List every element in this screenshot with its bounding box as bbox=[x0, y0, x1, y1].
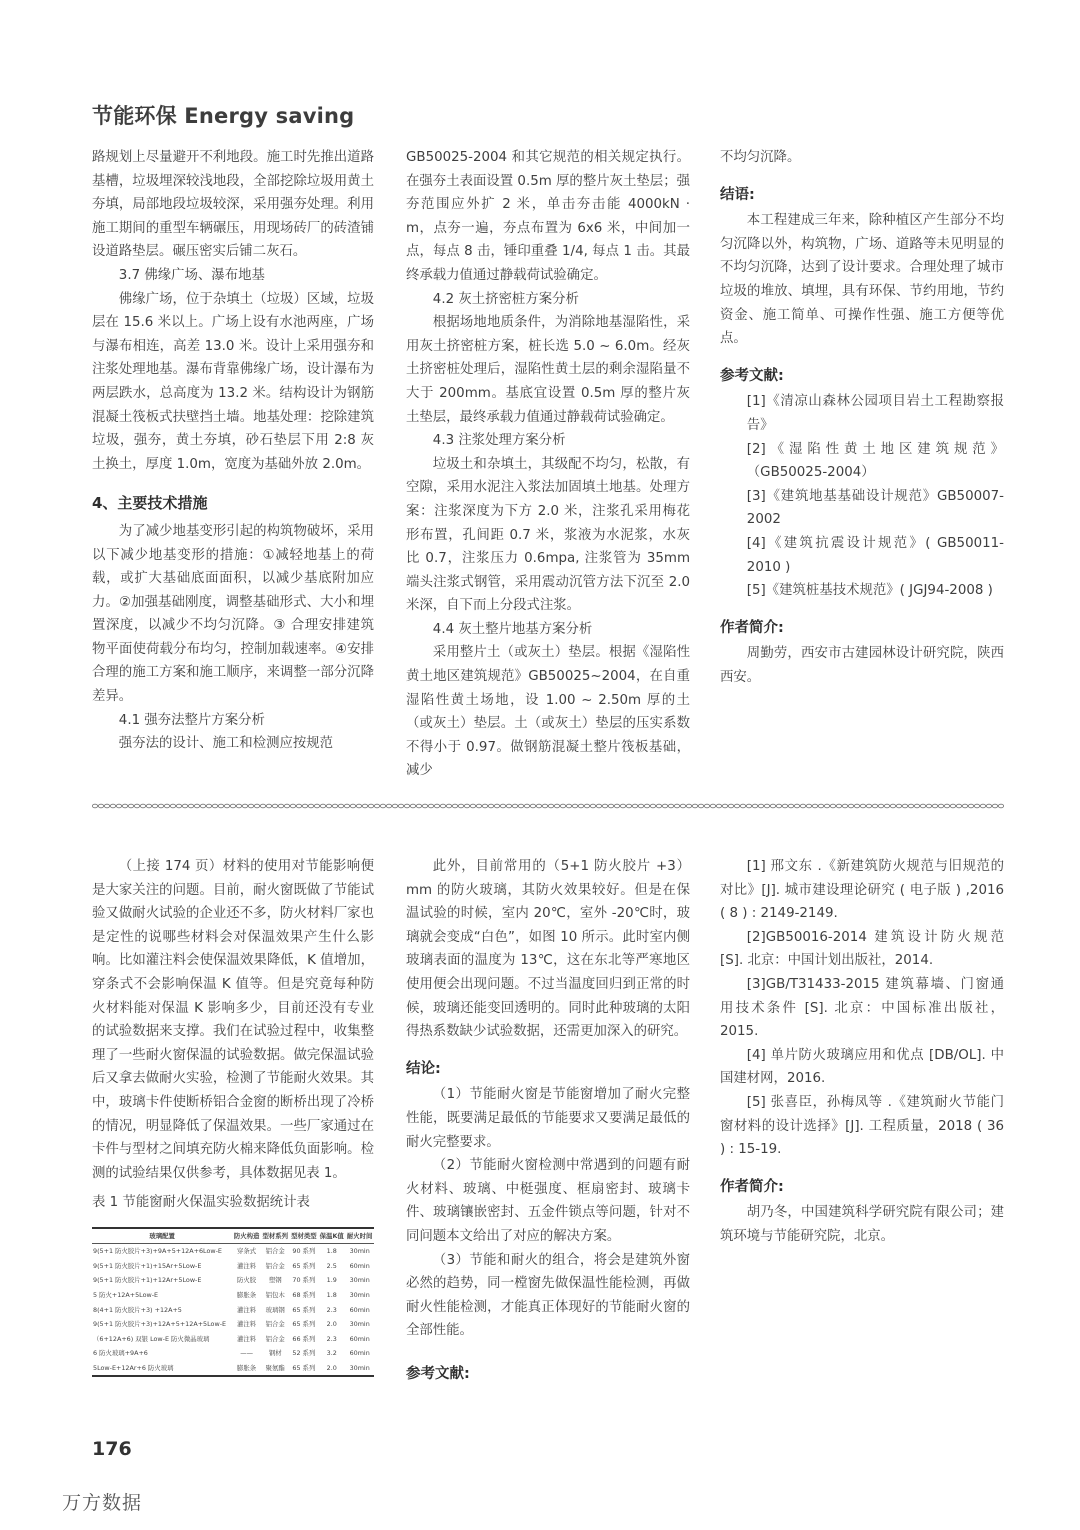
table-cell: 70 系列 bbox=[292, 1276, 316, 1285]
paragraph: 此外，目前常用的（5+1 防火胶片 +3）mm 的防火玻璃，其防火效果较好。但是在保温试验的时候，室内 20℃，室外 -20℃时，玻璃就会变成“白色”，如图 10 所示。此时室内侧玻璃表面的温度为 13℃，这在东北等严寒地区使用便会出现问题。不过当温度回归到正常的时候，玻璃还能变回透明的。同时此种玻璃的太阳得热系数缺少试验数据，还需更加深入的研究。 bbox=[406, 859, 690, 1040]
table-cell: 5Low-E+12Ar+6 防火玻璃 bbox=[92, 1361, 232, 1377]
paragraph: （2）节能耐火窗检测中常遇到的问题有耐火材料、玻璃、中梃强度、框扇密封、玻璃卡件、玻璃镶嵌密封、五金件锁点等问题，针对不同问题本文给出了对应的解决方案。 bbox=[406, 1158, 690, 1244]
reference-item: [4]《建筑抗震设计规范》( GB50011-2010 ) bbox=[746, 535, 1004, 575]
table-cell: 穿条式 bbox=[237, 1247, 257, 1256]
table-cell: 铝合金 bbox=[265, 1320, 285, 1329]
table-cell: 灌注料 bbox=[237, 1320, 257, 1329]
table-cell: 2.0 bbox=[318, 1361, 345, 1377]
table-cell: 玻璃钢 bbox=[265, 1305, 285, 1314]
section-title: 节能环保 Energy saving bbox=[92, 104, 355, 128]
paragraph: 垃圾土和杂填土，其级配不均匀，松散，有空隙，采用水泥注入浆法加固填土地基。处理方案：注浆深度为下方 2.0 米，注浆孔采用梅花形布置，孔间距 0.7 米，浆液为水泥浆，水灰比 0.7，注浆压力 0.6mpa, 注浆管为 35mm 端头注浆式钢管，采用震动沉管方法下沉至 2.0 米深，自下而上分段式注浆。 bbox=[406, 456, 690, 614]
table-cell: 2.3 bbox=[326, 1305, 337, 1314]
table-cell: 65 系列 bbox=[292, 1320, 316, 1329]
table-row bbox=[92, 1361, 374, 1377]
table-header-cell: 防火构造 bbox=[232, 1228, 261, 1244]
table-cell: 68 系列 bbox=[292, 1290, 316, 1299]
top-column-3 bbox=[720, 146, 1004, 689]
table-cell: 5 防火+12A+5Low-E bbox=[93, 1290, 159, 1299]
table-header-row bbox=[92, 1228, 374, 1244]
reference-item: [3]《建筑地基基础设计规范》GB50007-2002 bbox=[746, 488, 1004, 528]
top-column-2 bbox=[406, 146, 690, 783]
paragraph: （3）节能和耐火的组合，将会是建筑外窗必然的趋势，同一樘窗先做保温性能检测，再做耐火性能检测，才能真正体现好的节能耐火窗的全部性能。 bbox=[406, 1252, 690, 1339]
table-cell: 钢材 bbox=[268, 1349, 282, 1358]
section-heading: 4、主要技术措施 bbox=[92, 494, 208, 513]
table-cell: 30min bbox=[349, 1290, 370, 1299]
table-header-cell: 型材系列 bbox=[261, 1228, 290, 1244]
paragraph: （1）节能耐火窗是节能窗增加了耐火完整性能，既要满足最低的节能要求又要满足最低的耐火完整要求。 bbox=[406, 1087, 690, 1150]
subsection-heading: 4.2 灰土挤密桩方案分析 bbox=[432, 291, 579, 307]
table-row bbox=[92, 1346, 374, 1361]
watermark: 万方数据 bbox=[62, 1492, 143, 1514]
paragraph: （上接 174 页）材料的使用对节能影响便是大家关注的问题。目前，耐火窗既做了节能试验又做耐火试验的企业还不多，防火材料厂家也是定性的说哪些材料会对保温效果产生什么影响。比如灌注料会使保温效果降低，K 值增加，穿条式不会影响保温 K 值等。但是究竟每种防火材料能对保温 K 影响多少，目前还没有专业的试验数据来支撑。我们在试验过程中，收集整理了一些耐火窗保温的试验数据。做完保温试验后又拿去做耐火实验，检测了节能耐火效果。其中，玻璃卡件使断桥铝合金窗的断桥出现了冷桥的情况，明显降低了保温效果。一些厂家通过在卡件与型材之间填充防火棉来降低负面影响。检测的试验结果仅供参考，具体数据见表 1。 bbox=[92, 859, 374, 1181]
table-caption: 表 1 节能窗耐火保温实验数据统计表 bbox=[92, 1195, 310, 1211]
page-number: 176 bbox=[92, 1438, 132, 1460]
paragraph: 采用整片土（或灰土）垫层。根据《湿陷性黄土地区建筑规范》GB50025~2004，在自重湿陷性黄土场地，设 1.00 ~ 2.50m 厚的土（或灰土）垫层。土（或灰土）垫层的压实系数不得小于 0.97。做钢筋混凝土整片筏板基础，减少 bbox=[406, 645, 690, 779]
paragraph: 佛缘广场，位于杂填土（垃圾）区域，垃圾层在 15.6 米以上。广场上设有水池两座，广场与瀑布相连，高差 13.0 米。设计上采用强夯和注浆处理地基。瀑布背靠佛缘广场，设计瀑布为两层跌水，总高度为 13.2 米。结构设计为钢筋混凝土筏板式扶壁挡土墙。地基处理：挖除建筑垃圾，强夯，黄土夯填，砂石垫层下用 2:8 灰土换土，厚度 1.0m，宽度为基础外放 2.0m。 bbox=[92, 291, 374, 472]
table-row bbox=[92, 1288, 374, 1303]
table-cell: 2.3 bbox=[326, 1334, 337, 1343]
table-cell: 60min bbox=[349, 1334, 370, 1343]
table-cell: 60min bbox=[349, 1261, 370, 1270]
table-cell: 铝合金 bbox=[265, 1334, 285, 1343]
paragraph: 为了减少地基变形引起的构筑物破坏，采用以下减少地基变形的措施：①减轻地基上的荷载，或扩大基础底面面积，以减少基底附加应力。②加强基础刚度，调整基础形式、大小和埋置深度，以减少不均匀沉降。③ 合理安排建筑物平面使荷载分布均匀，控制加载速率。④安排合理的施工方案和施工顺序，来调整一部分沉降差异。 bbox=[92, 523, 374, 705]
table-cell: 30min bbox=[349, 1247, 370, 1256]
author-heading: 作者简介: bbox=[720, 619, 784, 636]
table-cell: 2.5 bbox=[326, 1261, 337, 1270]
reference-item: [5]《建筑桩基技术规范》( JGJ94-2008 ) bbox=[746, 583, 993, 599]
bottom-column-2 bbox=[406, 855, 690, 1388]
table-cell: 1.8 bbox=[326, 1247, 337, 1256]
table-row bbox=[92, 1273, 374, 1288]
table-cell: 膨胀条 bbox=[232, 1361, 261, 1377]
table-cell: 3.2 bbox=[326, 1349, 337, 1358]
top-column-1 bbox=[92, 146, 374, 756]
table-header-cell: 耐火时间 bbox=[345, 1228, 374, 1244]
decorative-divider bbox=[92, 801, 1004, 811]
table-cell: 65 系列 bbox=[290, 1361, 319, 1377]
table-header-cell: 保温K值 bbox=[318, 1228, 345, 1244]
table-cell: 65 系列 bbox=[292, 1305, 316, 1314]
table-cell: 铝合金 bbox=[265, 1247, 285, 1256]
table-cell: 9(5+1 防火胶片+1)+12Ar+5Low-E bbox=[93, 1276, 202, 1285]
table-cell: 铝包木 bbox=[265, 1290, 285, 1299]
reference-item: [1]《清凉山森林公园项目岩土工程勘察报告》 bbox=[746, 394, 1004, 433]
table-header-cell: 玻璃配置 bbox=[92, 1228, 232, 1244]
table-cell: 9(5+1 防火胶片+3)+12A+5+12A+5Low-E bbox=[93, 1320, 227, 1329]
paragraph: 强夯法的设计、施工和检测应按规范 bbox=[118, 736, 334, 752]
table-header-cell: 型材类型 bbox=[290, 1228, 319, 1244]
table-cell: 9(5+1 防火胶片+1)+15Ar+5Low-E bbox=[93, 1261, 202, 1270]
data-table bbox=[92, 1227, 374, 1377]
paragraph: 不均匀沉降。 bbox=[720, 150, 801, 165]
table-cell: 90 系列 bbox=[292, 1247, 316, 1256]
subsection-heading: 4.1 强夯法整片方案分析 bbox=[118, 712, 265, 728]
table-cell: 聚氨酯 bbox=[261, 1361, 290, 1377]
table-cell: 防火胶 bbox=[237, 1276, 257, 1285]
table-cell: 30min bbox=[349, 1276, 370, 1285]
table-cell: 6 防火玻璃+9A+6 bbox=[93, 1349, 148, 1358]
table-cell: 65 系列 bbox=[292, 1261, 316, 1270]
paragraph: 路规划上尽量避开不利地段。施工时先推出道路基槽，垃圾埋深较浅地段，全部挖除垃圾用黄土夯填，局部地段垃圾较深，采用强夯处理。利用施工期间的重型车辆碾压，用现场砖厂的砖渣铺设道路垫层。碾压密实后铺二灰石。 bbox=[92, 150, 374, 260]
subsection-heading: 4.3 注浆处理方案分析 bbox=[432, 433, 566, 449]
reference-item: [2]《湿陷性黄土地区建筑规范》（GB50025-2004） bbox=[746, 441, 1004, 481]
author-info: 胡乃冬，中国建筑科学研究院有限公司；建筑环境与节能研究院，北京。 bbox=[720, 1205, 1004, 1244]
table-cell: 2.0 bbox=[326, 1320, 337, 1329]
table-cell: —— bbox=[240, 1349, 253, 1358]
table-cell: 30min bbox=[349, 1320, 370, 1329]
references-heading: 参考文献: bbox=[720, 367, 784, 384]
reference-item: [3]GB/T31433-2015 建筑幕墙、门窗通用技术条件 [S]. 北京：中国标准出版社，2015. bbox=[720, 976, 1004, 1040]
table-cell: 8(4+1 防火胶片+3) +12A+5 bbox=[93, 1305, 182, 1314]
conclusion-heading: 结论: bbox=[406, 1060, 441, 1077]
table-cell: 60min bbox=[349, 1305, 370, 1314]
references-heading: 参考文献: bbox=[406, 1365, 470, 1382]
table-cell: 1.9 bbox=[326, 1276, 337, 1285]
table-cell: 灌注料 bbox=[237, 1261, 257, 1270]
table-row bbox=[92, 1302, 374, 1317]
reference-item: [5] 张喜臣，孙梅凤等 .《建筑耐火节能门窗材料的设计选择》[J]. 工程质量，2018 ( 36 ) : 15-19. bbox=[720, 1094, 1004, 1158]
table-cell: 52 系列 bbox=[292, 1349, 316, 1358]
table-cell: 膨胀条 bbox=[237, 1290, 257, 1299]
table-cell: 1.8 bbox=[326, 1290, 337, 1299]
table-row bbox=[92, 1331, 374, 1346]
subsection-heading: 3.7 佛缘广场、瀑布地基 bbox=[118, 267, 265, 283]
subsection-heading: 4.4 灰土整片地基方案分析 bbox=[432, 621, 593, 637]
conclusion-heading: 结语: bbox=[720, 186, 755, 203]
bottom-column-1 bbox=[92, 855, 374, 1377]
table-cell: （6+12A+6) 双银 Low-E 防火微晶玻璃 bbox=[93, 1334, 210, 1343]
paragraph: GB50025-2004 和其它规范的相关规定执行。在强夯土表面设置 0.5m 厚的整片灰土垫层；强夯范围应外扩 2 米，单击夯击能 4000kN · m，点夯一遍，夯点布置为 6x6 米，中间加一点，每点 8 击，锤印重叠 1/4, 每点 1 击。其最终承载力值通过静载荷试验确定。 bbox=[406, 150, 690, 283]
table-row bbox=[92, 1317, 374, 1332]
table-cell: 66 系列 bbox=[292, 1334, 316, 1343]
table-row bbox=[92, 1243, 374, 1258]
table-cell: 60min bbox=[349, 1349, 370, 1358]
table-body bbox=[92, 1243, 374, 1376]
table-cell: 灌注料 bbox=[237, 1305, 257, 1314]
table-cell: 塑钢 bbox=[268, 1276, 282, 1285]
paragraph: 本工程建成三年来，除种植区产生部分不均匀沉降以外，构筑物，广场、道路等未见明显的不均匀沉降，达到了设计要求。合理处理了城市垃圾的堆放、填埋，具有环保、节约用地，节约资金、施工简单、可操作性强、施工方便等优点。 bbox=[720, 213, 1004, 347]
table-cell: 铝合金 bbox=[265, 1261, 285, 1270]
reference-item: [1] 邢文东 .《新建筑防火规范与旧规范的对比》[J]. 城市建设理论研究 ( 电子版 ) ,2016 ( 8 ) : 2149-2149. bbox=[720, 859, 1004, 922]
table-cell: 9(5+1 防火胶片+3)+9A+5+12A+6Low-E bbox=[93, 1247, 222, 1256]
table-cell: 30min bbox=[345, 1361, 374, 1377]
paragraph: 根据场地地质条件，为消除地基湿陷性，采用灰土挤密桩方案，桩长选 5.0 ~ 6.0m。经灰土挤密桩处理后，湿陷性黄土层的剩余湿陷量不大于 200mm。基底宜设置 0.5m 厚的整片灰土垫层，最终承载力值通过静载荷试验确定。 bbox=[406, 315, 690, 425]
table-cell: 灌注料 bbox=[237, 1334, 257, 1343]
author-heading: 作者简介: bbox=[720, 1178, 784, 1195]
bottom-column-3 bbox=[720, 855, 1004, 1249]
reference-item: [4] 单片防火玻璃应用和优点 [DB/OL]. 中国建材网，2016. bbox=[720, 1047, 1004, 1087]
author-info: 周勤劳，西安市古建园林设计研究院，陕西西安。 bbox=[720, 646, 1004, 685]
table-row bbox=[92, 1259, 374, 1274]
reference-item: [2]GB50016-2014 建筑设计防火规范 [S]. 北京：中国计划出版社，2014. bbox=[720, 929, 1004, 969]
